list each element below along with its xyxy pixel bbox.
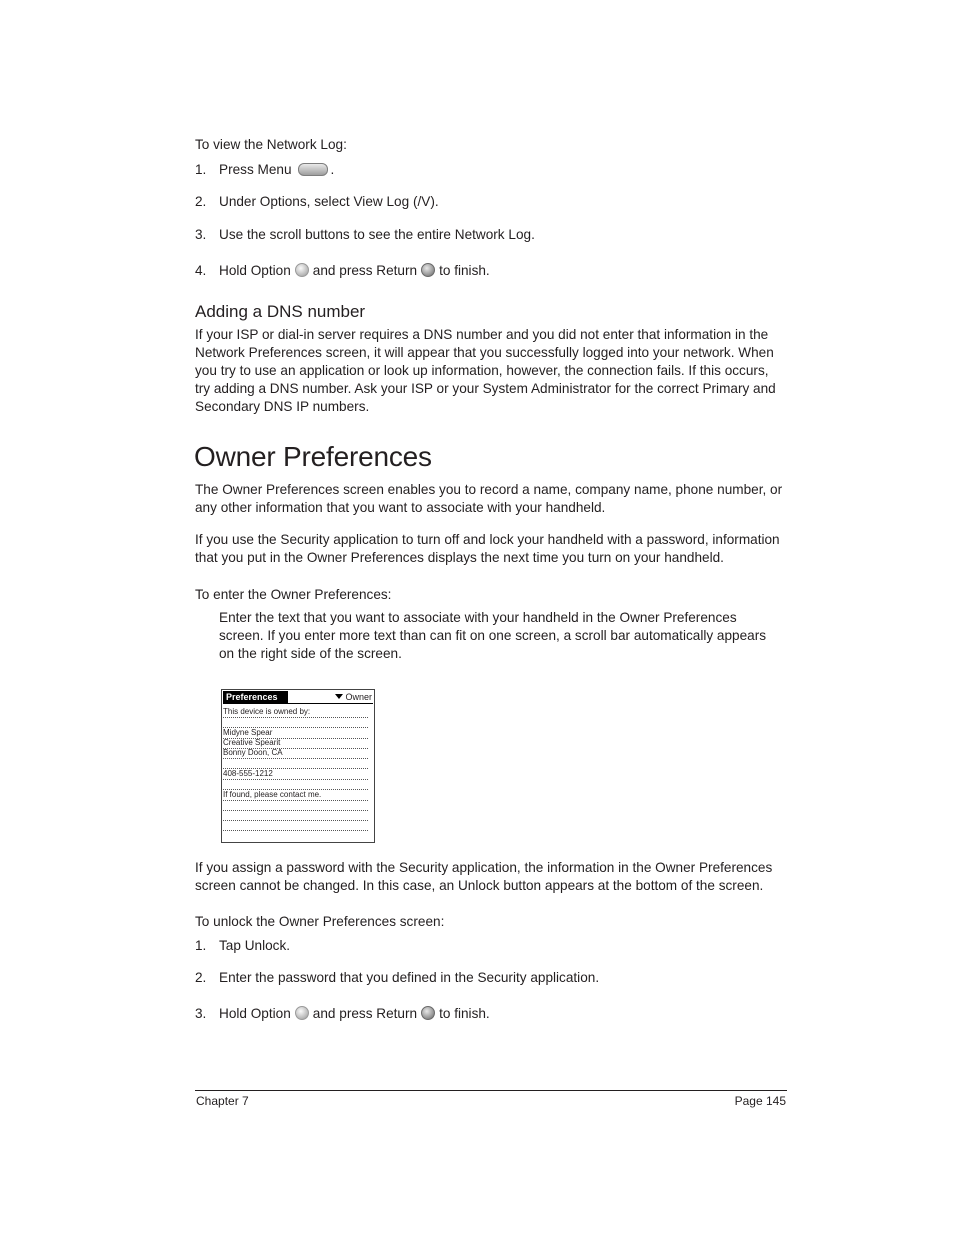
text-line: If you assign a password with the Security application, the information in the Owner Preferences	[195, 860, 773, 875]
step-text	[219, 1005, 490, 1023]
dns-paragraph	[195, 326, 795, 416]
step-number: 1.	[195, 162, 207, 177]
text-line: that you put in the Owner Preferences displays the next time you turn on your handheld.	[195, 550, 724, 565]
owner-paragraph-2	[195, 531, 795, 567]
text-line: Secondary DNS IP numbers.	[195, 399, 370, 414]
footer-page-number: Page 145	[734, 1094, 786, 1108]
screen-text-line	[223, 820, 368, 831]
step-number: 4.	[195, 263, 207, 278]
step-number: 2.	[195, 970, 207, 985]
step-number: 3.	[195, 227, 207, 242]
option-button-icon	[295, 263, 309, 277]
text-line: If your ISP or dial-in server requires a DNS number and you did not enter that information in the	[195, 327, 769, 342]
text-line: screen. If you enter more text than can fit on one screen, a scroll bar automatically appears	[219, 628, 767, 643]
text-line: screen cannot be changed. In this case, an Unlock button appears at the bottom of the screen.	[195, 878, 764, 893]
footer-rule	[195, 1090, 787, 1091]
screen-text-line: Creative Spearit	[223, 738, 368, 749]
text-line: Enter the text that you want to associate with your handheld in the Owner Preferences	[219, 610, 737, 625]
screen-text-line	[223, 779, 368, 790]
step-number: 3.	[195, 1006, 207, 1021]
option-button-icon	[295, 1006, 309, 1020]
step-text-part: Press Menu	[219, 162, 292, 177]
text-line: The Owner Preferences screen enables you to record a name, company name, phone number, or	[195, 482, 783, 497]
step-text: Enter the password that you defined in the Security application.	[219, 970, 600, 985]
menu-button-icon	[298, 163, 328, 176]
enter-owner-paragraph	[219, 609, 789, 663]
screen-text-line: If found, please contact me.	[223, 790, 368, 801]
category-label: Owner	[345, 692, 372, 702]
view-log-heading: To view the Network Log:	[195, 137, 347, 152]
text-line: try adding a DNS number. Ask your ISP or your System Administrator for the correct Primary and	[195, 381, 776, 396]
return-button-icon	[421, 263, 435, 277]
page-title: Owner Preferences	[194, 441, 432, 472]
step-text: Tap Unlock.	[219, 938, 291, 953]
step-text-part: Hold Option	[219, 1006, 291, 1021]
step-text	[219, 262, 490, 280]
step-text	[219, 161, 334, 179]
screen-text-line: This device is owned by:	[223, 707, 368, 718]
screen-text-line: 408-555-1212	[223, 769, 368, 780]
return-button-icon	[421, 1006, 435, 1020]
screen-text-line	[223, 758, 368, 769]
text-line: any other information that you want to associate with your handheld.	[195, 500, 606, 515]
text-line: Network Preferences screen, it will appear that you successfully logged into your network. When	[195, 345, 774, 360]
screen-title: Preferences	[223, 691, 288, 703]
unlock-heading: To unlock the Owner Preferences screen:	[195, 914, 445, 929]
screen-text-line: Midyne Spear	[223, 728, 368, 739]
screen-text-line	[223, 717, 368, 728]
owner-preferences-screenshot	[221, 689, 375, 843]
owner-paragraph-3	[195, 859, 795, 895]
category-picker	[335, 690, 372, 704]
dns-heading: Adding a DNS number	[195, 302, 366, 321]
step-text-part: and press Return	[312, 263, 418, 278]
footer-chapter: Chapter 7	[196, 1094, 249, 1108]
step-text: Use the scroll buttons to see the entire Network Log.	[219, 227, 535, 242]
text-line: you try to use an application or look up information, however, the connection fails. If this occurs,	[195, 363, 769, 378]
step-text: Under Options, select View Log (/V).	[219, 194, 439, 209]
step-text-part: .	[330, 162, 335, 177]
step-text-part: and press Return	[312, 1006, 418, 1021]
step-text-part: to finish.	[439, 1006, 490, 1021]
step-text-part: Hold Option	[219, 263, 291, 278]
screen-text-line: Bonny Doon, CA	[223, 748, 368, 759]
text-line: If you use the Security application to turn off and lock your handheld with a password, information	[195, 532, 780, 547]
text-line: on the right side of the screen.	[219, 646, 402, 661]
owner-paragraph-1	[195, 481, 795, 517]
enter-owner-heading: To enter the Owner Preferences:	[195, 587, 392, 602]
step-number: 2.	[195, 194, 207, 209]
step-text-part: to finish.	[439, 263, 490, 278]
step-number: 1.	[195, 938, 207, 953]
title-divider	[223, 703, 373, 704]
dropdown-arrow-icon	[335, 694, 343, 700]
